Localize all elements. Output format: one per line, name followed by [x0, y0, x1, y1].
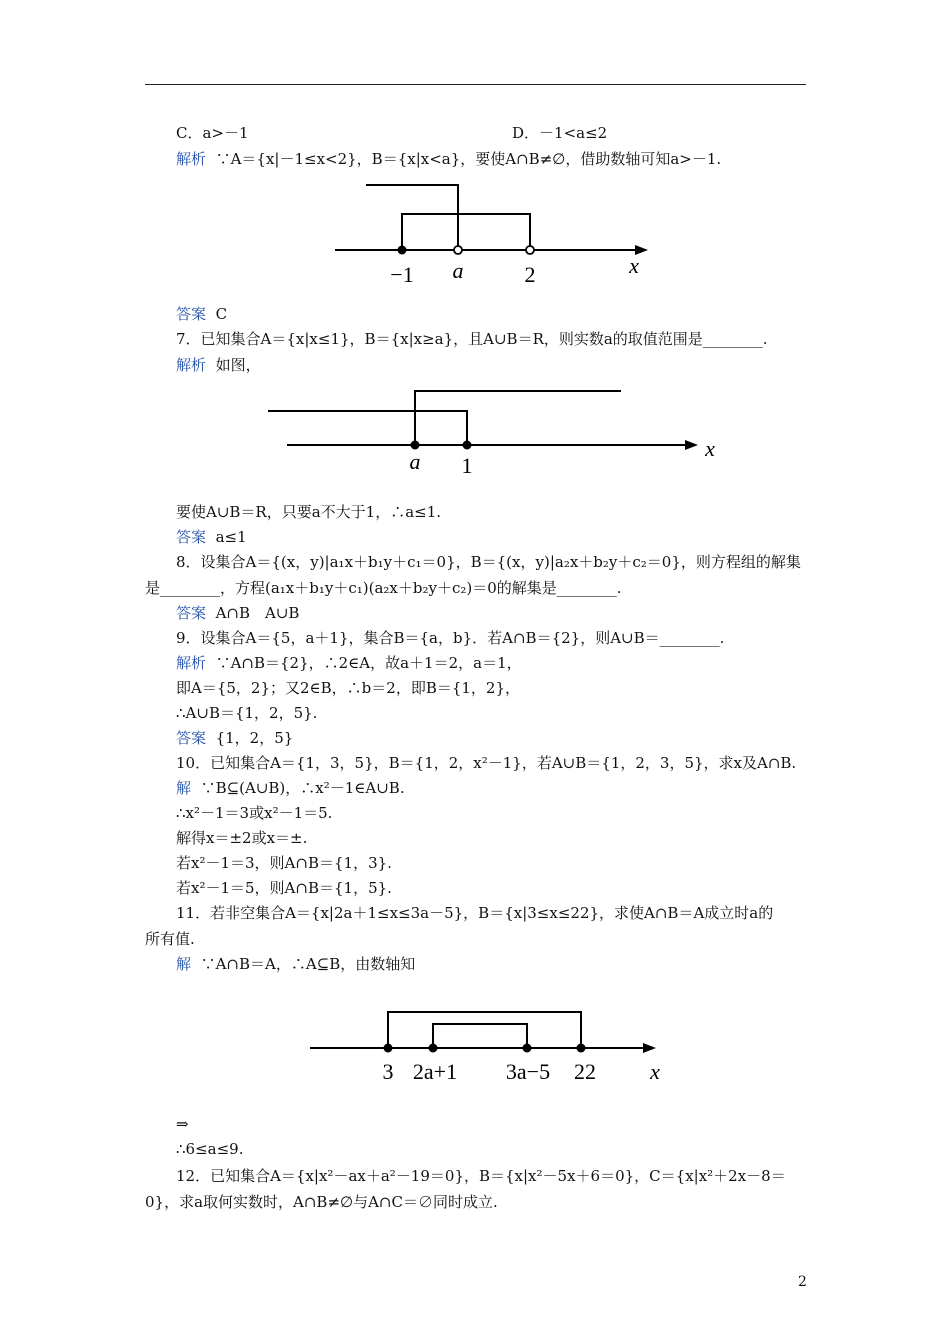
- axis-arrow: [685, 440, 698, 450]
- q10-stem: 10．已知集合A＝{1，3，5}，B＝{1，2，x²－1}，若A∪B＝{1，2，3，5}，求x及A∩B.: [176, 754, 797, 772]
- q11-stem-line2: 所有值.: [145, 930, 195, 948]
- q7-number-line-figure: [265, 385, 725, 484]
- analysis-label: 解析: [176, 150, 207, 168]
- set-b-bracket: [388, 1012, 581, 1044]
- label-two: 2: [524, 262, 536, 287]
- analysis-text: ∵A∩B＝{2}，∴2∈A，故a＋1＝2，a＝1，: [215, 654, 522, 672]
- q9-line2: 即A＝{5，2}；又2∈B，∴b＝2，即B＝{1，2}，: [176, 679, 521, 697]
- q6-answer: [176, 304, 227, 324]
- q11-number-line-figure: [305, 1008, 675, 1092]
- q12-stem-line1: 12．已知集合A＝{x|x²－ax＋a²－19＝0}，B＝{x|x²－5x＋6＝0}，C＝{x|x²＋2x－8＝: [176, 1167, 786, 1185]
- answer-text: A∩B A∪B: [215, 604, 300, 622]
- q7-stem: 7．已知集合A＝{x|x≤1}，B＝{x|x≥a}，且A∪B＝R，则实数a的取值范围是________.: [176, 330, 768, 348]
- label-a: a: [409, 449, 421, 474]
- axis-arrow: [643, 1043, 656, 1053]
- label-3a-minus-5: 3a−5: [505, 1059, 551, 1084]
- q11-conclusion: ∴6≤a≤9.: [176, 1140, 244, 1158]
- point-three: [384, 1044, 393, 1053]
- option-d: D．－1<a≤2: [512, 124, 608, 142]
- q8-answer: [176, 603, 299, 623]
- point-twenty-two: [577, 1044, 586, 1053]
- label-x: x: [705, 436, 715, 461]
- label-twenty-two: 22: [574, 1059, 596, 1084]
- set-b-bracket: [366, 185, 458, 246]
- set-a-ray: [268, 411, 467, 441]
- q9-line3: ∴A∪B＝{1，2，5}.: [176, 704, 318, 722]
- q7-conclusion: 要使A∪B＝R，只要a不大于1，∴a≤1.: [176, 503, 442, 521]
- analysis-text: 如图，: [215, 356, 261, 374]
- point-one: [463, 441, 472, 450]
- q6-number-line-figure: [330, 180, 660, 299]
- answer-text: a≤1: [215, 528, 247, 546]
- q9-answer: [176, 728, 293, 748]
- solution-label: 解: [176, 955, 192, 973]
- answer-label: 答案: [176, 729, 207, 747]
- q10-line4: 若x²－1＝3，则A∩B＝{1，3}.: [176, 854, 392, 872]
- q11-implies: ⇒: [176, 1115, 189, 1133]
- point-minus-one: [398, 246, 407, 255]
- q10-solution: [176, 778, 405, 798]
- label-x: x: [629, 253, 639, 278]
- q12-stem-line2: 0}，求a取何实数时，A∩B≠∅与A∩C＝∅同时成立.: [145, 1193, 498, 1211]
- set-a-bracket: [402, 214, 530, 246]
- label-one: 1: [461, 453, 473, 478]
- set-a-bracket: [433, 1024, 527, 1044]
- header-rule: [145, 84, 806, 85]
- option-c: C．a>－1: [176, 124, 249, 142]
- label-2a-plus-1: 2a+1: [412, 1059, 458, 1084]
- label-minus-one: −1: [390, 262, 414, 287]
- label-three: 3: [382, 1059, 394, 1084]
- q10-line3: 解得x＝±2或x＝±.: [176, 829, 308, 847]
- point-3a-minus-5: [523, 1044, 532, 1053]
- q7-answer: [176, 527, 247, 547]
- q6-analysis: [176, 149, 721, 169]
- set-b-ray: [415, 391, 621, 441]
- answer-label: 答案: [176, 604, 207, 622]
- q8-stem-line2: 是________，方程(a₁x＋b₁y＋c₁)(a₂x＋b₂y＋c₂)＝0的解集是________.: [145, 579, 622, 597]
- point-2a-plus-1: [429, 1044, 438, 1053]
- q10-line2: ∴x²－1＝3或x²－1＝5.: [176, 804, 333, 822]
- answer-label: 答案: [176, 305, 207, 323]
- answer-text: {1，2，5}: [215, 729, 294, 747]
- solution-label: 解: [176, 779, 192, 797]
- label-x: x: [650, 1059, 660, 1084]
- analysis-label: 解析: [176, 654, 207, 672]
- answer-label: 答案: [176, 528, 207, 546]
- q11-solution: [176, 954, 415, 974]
- point-two-open: [526, 246, 534, 254]
- analysis-text: ∵A＝{x|－1≤x<2}，B＝{x|x<a}，要使A∩B≠∅，借助数轴可知a>－1.: [215, 150, 722, 168]
- solution-line1: ∵B⊆(A∪B)，∴x²－1∈A∪B.: [200, 779, 405, 797]
- answer-text: C: [215, 305, 228, 323]
- solution-line1: ∵A∩B＝A，∴A⊆B，由数轴知: [200, 955, 416, 973]
- page-number: 2: [798, 1274, 807, 1290]
- q9-analysis: [176, 653, 522, 673]
- q10-line5: 若x²－1＝5，则A∩B＝{1，5}.: [176, 879, 392, 897]
- q11-stem-line1: 11．若非空集合A＝{x|2a＋1≤x≤3a－5}，B＝{x|3≤x≤22}，求使A∩B＝A成立时a的: [176, 904, 774, 922]
- q7-analysis: [176, 355, 261, 375]
- q8-stem-line1: 8．设集合A＝{(x，y)|a₁x＋b₁y＋c₁＝0}，B＝{(x，y)|a₂x＋b₂y＋c₂＝0}，则方程组的解集: [176, 553, 801, 571]
- point-a-open: [454, 246, 462, 254]
- q9-stem: 9．设集合A＝{5，a＋1}，集合B＝{a，b}．若A∩B＝{2}，则A∪B＝________.: [176, 629, 725, 647]
- analysis-label: 解析: [176, 356, 207, 374]
- label-a: a: [452, 258, 464, 283]
